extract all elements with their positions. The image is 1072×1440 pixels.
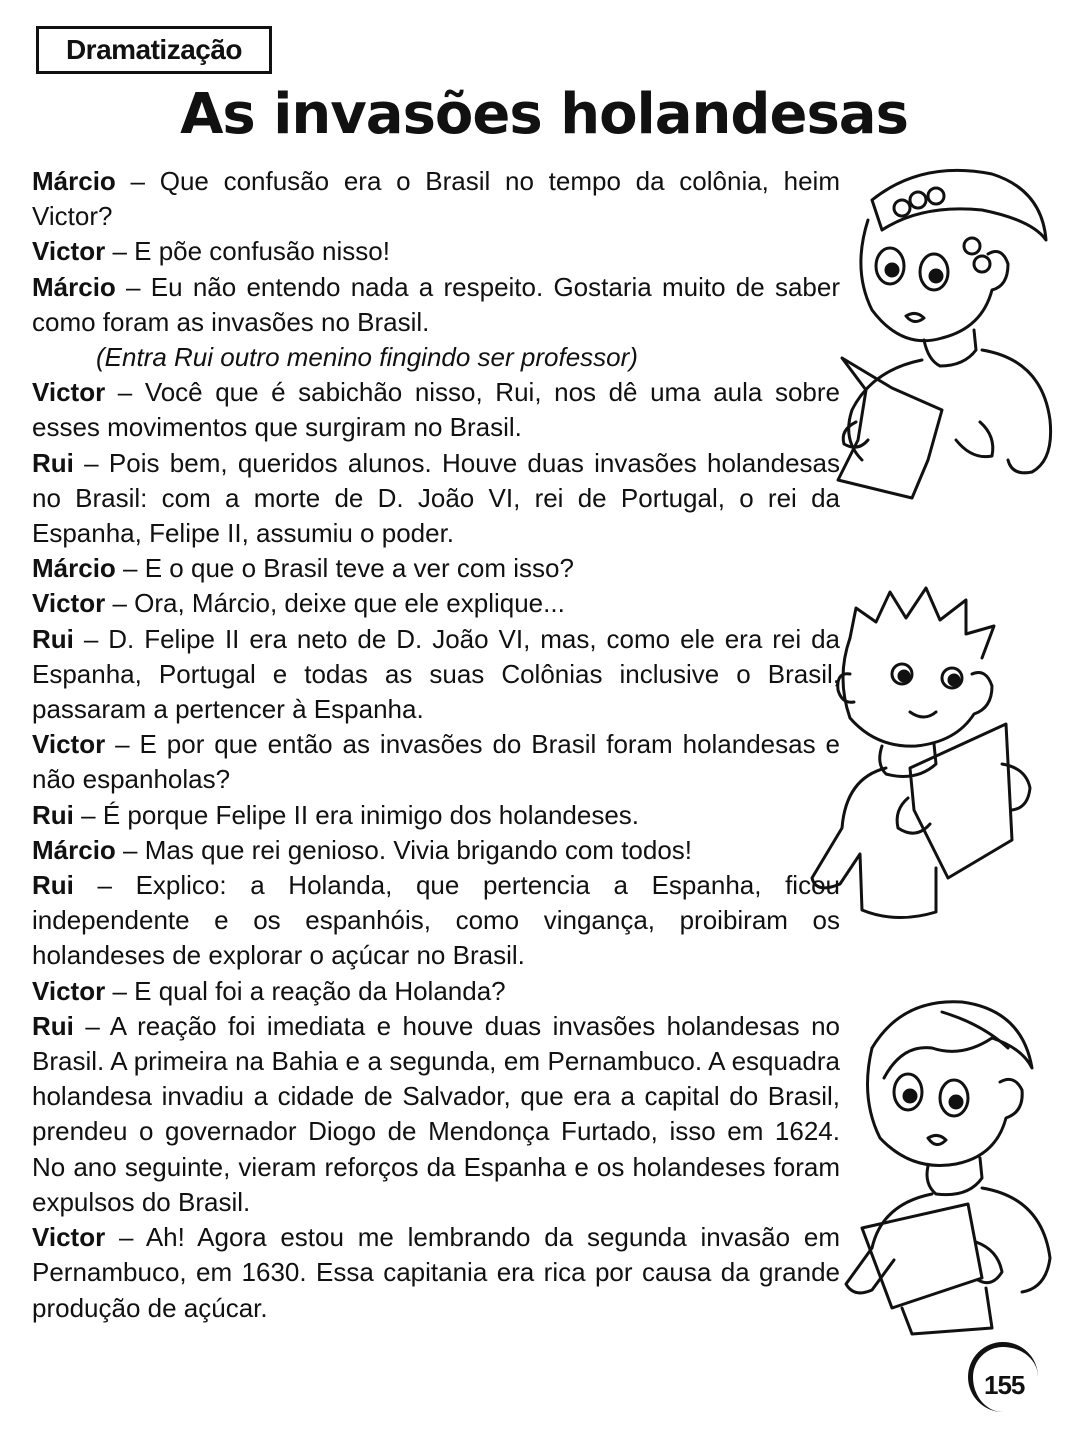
dash: – [115, 834, 145, 865]
spiky-hair-boy-illustration [806, 578, 1044, 934]
dash: – [105, 729, 140, 760]
speaker-name: Victor [32, 377, 106, 408]
dialogue-line [32, 1220, 840, 1326]
dialogue-line [32, 270, 840, 340]
dash: – [105, 588, 135, 619]
stage-direction: (Entra Rui outro menino fingindo ser professor) [96, 342, 638, 373]
line-text: D. Felipe II era neto de D. João VI, mas, como ele era rei da Espanha, Portugal e todas as suas Colônias inclusive o Brasil, passaram a pertencer à Espanha. [32, 623, 840, 725]
dash: – [115, 166, 160, 196]
dash: – [73, 799, 103, 830]
speaker-name: Victor [32, 588, 106, 619]
dialogue-line [32, 622, 840, 728]
line-text: E qual foi a reação da Holanda? [134, 975, 506, 1006]
dash: – [115, 553, 145, 584]
page-title: As invasões holandesas [180, 82, 908, 147]
dialogue-text [32, 164, 840, 1326]
dash: – [73, 1010, 110, 1041]
dialogue-line [32, 164, 840, 234]
line-text: Que confusão era o Brasil no tempo da colônia, heim Victor? [32, 166, 840, 232]
boy-with-cap-illustration [832, 160, 1056, 520]
line-text: Explico: a Holanda, que pertencia a Espanha, ficou independente e os espanhóis, como vingança, proibiram os holandeses de explorar o açúcar no Brasil. [32, 870, 840, 971]
dialogue-line [32, 375, 840, 445]
speaker-name: Márcio [32, 271, 116, 302]
speaker-name: Márcio [32, 834, 116, 865]
line-text: Mas que rei genioso. Vivia brigando com todos! [144, 834, 693, 865]
line-text: Ah! Agora estou me lembrando da segunda invasão em Pernambuco, em 1630. Essa capitania era rica por causa da grande produção de açúcar. [32, 1222, 840, 1323]
dialogue-line [32, 551, 840, 586]
speaker-name: Rui [32, 799, 74, 830]
dialogue-line [32, 868, 840, 974]
dash: – [105, 975, 135, 1006]
line-text: Pois bem, queridos alunos. Houve duas invasões holandesas no Brasil: com a morte de D. João VI, rei de Portugal, o rei da Espanha, Felipe II, assumiu o poder. [32, 447, 840, 549]
speaker-name: Rui [32, 1010, 74, 1041]
parted-hair-boy-illustration [832, 988, 1060, 1340]
speaker-name: Victor [32, 236, 106, 267]
speaker-name: Victor [32, 729, 106, 760]
dialogue-line [32, 833, 840, 868]
page-number-text: 155 [984, 1370, 1025, 1400]
dialogue-line [32, 446, 840, 552]
dialogue-line [32, 1009, 840, 1220]
dialogue-line [32, 586, 840, 621]
dialogue-line [32, 974, 840, 1009]
line-text: E o que o Brasil teve a ver com isso? [144, 553, 574, 584]
line-text: É porque Felipe II era inimigo dos holandeses. [102, 799, 640, 830]
line-text: Ora, Márcio, deixe que ele explique... [134, 588, 565, 619]
dash: – [73, 447, 109, 478]
speaker-name: Rui [32, 623, 74, 654]
dialogue-line [32, 727, 840, 797]
dash: – [115, 271, 151, 302]
line-text: Você que é sabichão nisso, Rui, nos dê uma aula sobre esses movimentos que surgiram no Brasil. [32, 377, 840, 443]
dialogue-line [32, 234, 840, 269]
line-text: Eu não entendo nada a respeito. Gostaria muito de saber como foram as invasões no Brasil. [32, 271, 840, 337]
dash: – [73, 870, 136, 901]
speaker-name: Rui [32, 870, 74, 901]
dash: – [105, 377, 145, 408]
speaker-name: Victor [32, 975, 106, 1006]
dash: – [73, 623, 109, 654]
section-label: Dramatização [36, 26, 272, 74]
speaker-name: Victor [32, 1222, 106, 1253]
speaker-name: Márcio [32, 553, 116, 584]
line-text: E por que então as invasões do Brasil foram holandesas e não espanholas? [32, 729, 840, 795]
page-number [968, 1342, 1038, 1412]
speaker-name: Rui [32, 447, 74, 478]
dash: – [105, 236, 135, 267]
line-text: A reação foi imediata e houve duas invasões holandesas no Brasil. A primeira na Bahia e a segunda, em Pernambuco. A esquadra holandesa invadiu a cidade de Salvador, que era a capital do Brasil, prendeu o governador Diogo de Mendonça Furtado, isso em 1624. No ano seguinte, vieram reforços da Espanha e os holandeses foram expulsos do Brasil. [32, 1010, 840, 1217]
dash: – [105, 1222, 146, 1253]
dialogue-line [32, 798, 840, 833]
line-text: E põe confusão nisso! [134, 236, 390, 267]
speaker-name: Márcio [32, 166, 116, 196]
